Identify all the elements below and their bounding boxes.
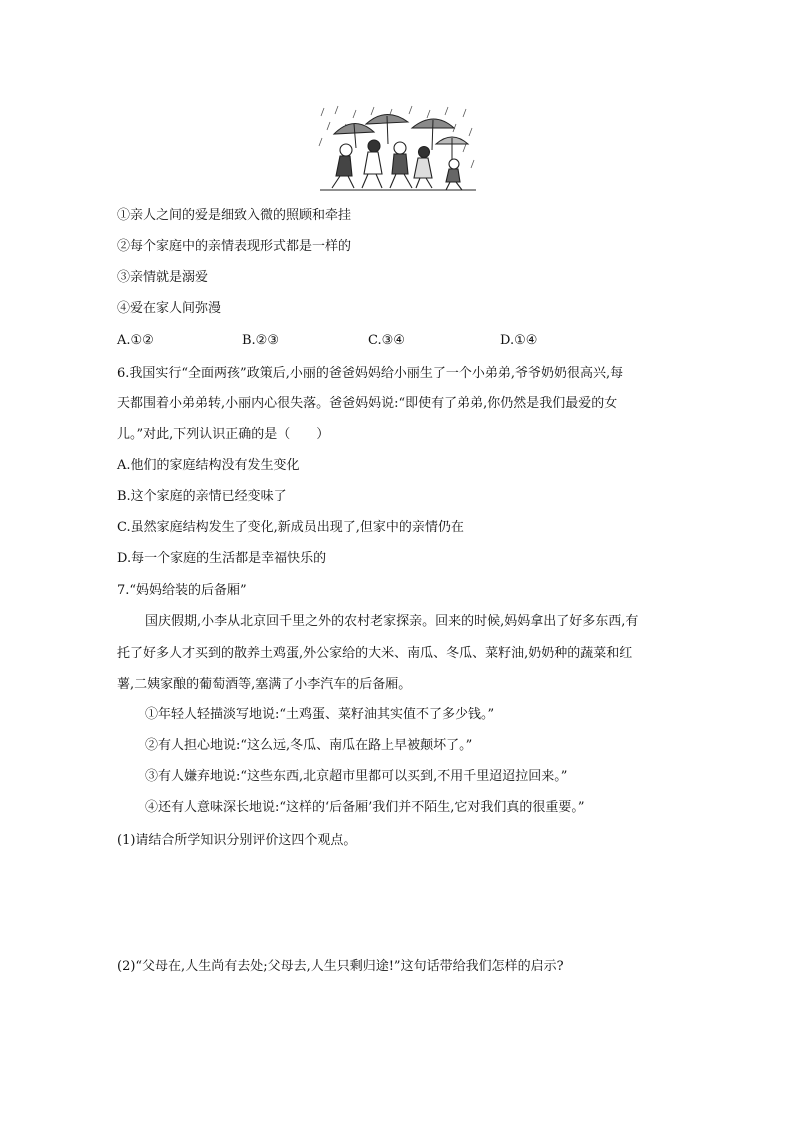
q6-option-b: B.这个家庭的亲情已经变味了 bbox=[117, 489, 287, 504]
q5-option-a: A.①② bbox=[117, 333, 154, 348]
q7-opinion-4: ④还有人意味深长地说:“这样的‘后备厢’我们并不陌生,它对我们真的很重要。” bbox=[145, 800, 585, 815]
family-in-rain-illustration bbox=[316, 104, 478, 192]
q5-statement-1: ①亲人之间的爱是细致入微的照顾和牵挂 bbox=[117, 208, 352, 223]
q7-passage-line-3: 薯,二姨家酿的葡萄酒等,塞满了小李汽车的后备厢。 bbox=[117, 677, 412, 692]
q6-stem-line-2: 天都围着小弟弟转,小丽内心很失落。爸爸妈妈说:“即使有了弟弟,你仍然是我们最爱的女 bbox=[117, 396, 618, 411]
q6-option-c: C.虽然家庭结构发生了变化,新成员出现了,但家中的亲情仍在 bbox=[117, 520, 464, 535]
q5-option-d: D.①④ bbox=[500, 333, 538, 348]
q5-statement-3: ③亲情就是溺爱 bbox=[117, 270, 209, 285]
people bbox=[332, 140, 462, 190]
q7-passage-line-2: 托了好多人才买到的散养土鸡蛋,外公家给的大米、南瓜、冬瓜、菜籽油,奶奶种的蔬菜和红 bbox=[117, 646, 633, 661]
q7-opinion-2: ②有人担心地说:“这么远,冬瓜、南瓜在路上早被颠坏了。” bbox=[145, 738, 473, 753]
q7-opinion-1: ①年轻人轻描淡写地说:“土鸡蛋、菜籽油其实值不了多少钱。” bbox=[145, 707, 495, 722]
q6-option-a: A.他们的家庭结构没有发生变化 bbox=[117, 458, 300, 473]
q6-stem-line-3: 儿。”对此,下列认识正确的是（ ） bbox=[117, 427, 330, 442]
q5-option-c: C.③④ bbox=[368, 333, 405, 348]
q7-sub-question-2: (2)“父母在,人生尚有去处;父母去,人生只剩归途!”这句话带给我们怎样的启示? bbox=[117, 959, 564, 974]
q5-option-b: B.②③ bbox=[242, 333, 279, 348]
q7-passage-line-1: 国庆假期,小李从北京回千里之外的农村老家探亲。回来的时候,妈妈拿出了好多东西,有 bbox=[145, 614, 639, 629]
q7-opinion-3: ③有人嫌弃地说:“这些东西,北京超市里都可以买到,不用千里迢迢拉回来。” bbox=[145, 769, 568, 784]
q7-title: 7.“妈妈给装的后备厢” bbox=[117, 583, 247, 598]
q6-option-d: D.每一个家庭的生活都是幸福快乐的 bbox=[117, 551, 327, 566]
q7-sub-question-1: (1)请结合所学知识分别评价这四个观点。 bbox=[117, 833, 357, 848]
q5-statement-4: ④爱在家人间弥漫 bbox=[117, 301, 222, 316]
q5-statement-2: ②每个家庭中的亲情表现形式都是一样的 bbox=[117, 239, 352, 254]
q6-stem-line-1: 6.我国实行“全面两孩”政策后,小丽的爸爸妈妈给小丽生了一个小弟弟,爷爷奶奶很高兴,每 bbox=[117, 366, 624, 381]
